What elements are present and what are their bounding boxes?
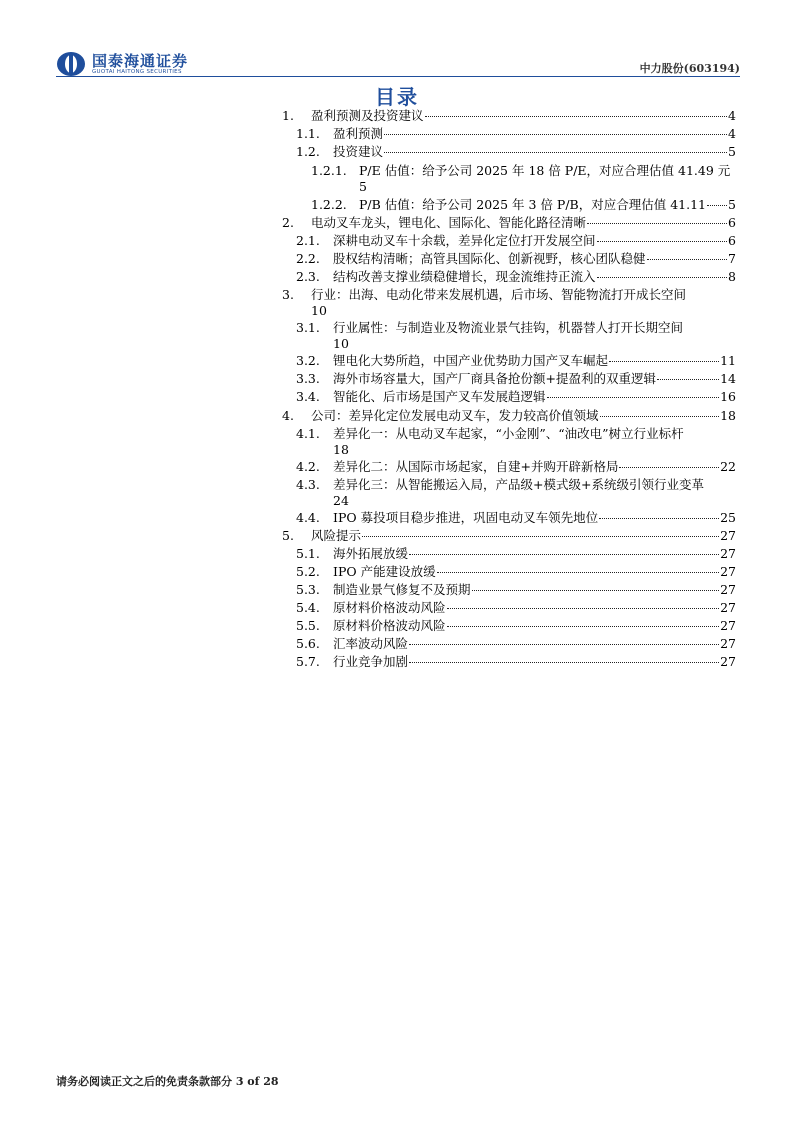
toc-entry-title: 风险提示: [311, 528, 362, 543]
logo-en-text: GUOTAI HAITONG SECURITIES: [92, 68, 182, 75]
toc-page-number: 27: [720, 582, 736, 597]
toc-leader-dots: [409, 644, 719, 645]
toc-entry-number: 5.: [282, 528, 294, 543]
toc-leader-dots: [409, 662, 719, 663]
toc-entry[interactable]: [296, 563, 736, 581]
toc-entry-title: 差异化三：从智能搬运入局，产品级+模式级+系统级引领行业变革: [333, 477, 704, 492]
toc-entry-title: 行业：出海、电动化带来发展机遇，后市场、智能物流打开成长空间: [311, 287, 687, 302]
toc-page-number: 16: [720, 389, 736, 404]
toc-entry[interactable]: [296, 458, 736, 476]
toc-entry[interactable]: [296, 143, 736, 161]
page-header: [56, 46, 740, 78]
toc-entry-title: 海外拓展放缓: [333, 546, 409, 561]
toc-entry[interactable]: [282, 286, 736, 304]
toc-page-number: 25: [720, 510, 736, 525]
toc-entry-number: 3.2.: [296, 353, 320, 368]
toc-entry-title: 盈利预测及投资建议: [311, 108, 424, 123]
logo-cn-text: 国泰海通证券: [92, 51, 189, 70]
toc-entry-number: 5.6.: [296, 636, 320, 651]
toc-entry-title: 原材料价格波动风险: [333, 618, 446, 633]
toc-entry-title: 锂电化大势所趋，中国产业优势助力国产叉车崛起: [333, 353, 609, 368]
toc-page-number: 11: [720, 353, 736, 368]
toc-entry[interactable]: [296, 545, 736, 563]
company-logo: [56, 51, 188, 77]
toc-entry-number: 4.: [282, 408, 294, 423]
toc-page-number: 14: [720, 371, 736, 386]
toc-entry[interactable]: [296, 653, 736, 671]
toc-entry-title: 汇率波动风险: [333, 636, 409, 651]
toc-entry-number: 4.4.: [296, 510, 320, 525]
toc-entry-number: 4.2.: [296, 459, 320, 474]
toc-entry-number: 1.1.: [296, 126, 320, 141]
toc-entry-title: 公司：差异化定位发展电动叉车，发力较高价值领域: [311, 408, 599, 423]
toc-entry-number: 5.4.: [296, 600, 320, 615]
toc-entry[interactable]: [296, 599, 736, 617]
toc-page-number: 27: [720, 654, 736, 669]
toc-entry-title: 差异化一：从电动叉车起家，“小金刚”、“油改电”树立行业标杆: [333, 426, 684, 441]
toc-leader-dots: [547, 397, 720, 398]
stock-code: 中力股份(603194): [639, 62, 740, 75]
toc-entry-title: 电动叉车龙头，锂电化、国际化、智能化路径清晰: [311, 215, 587, 230]
toc-leader-dots: [437, 572, 720, 573]
toc-entry-number: 2.: [282, 215, 294, 230]
toc-entry-number: 2.1.: [296, 233, 320, 248]
toc-entry-title: 投资建议: [333, 144, 384, 159]
toc-entry-number: 5.5.: [296, 618, 320, 633]
toc-entry-number: 5.3.: [296, 582, 320, 597]
toc-page-number: 27: [720, 618, 736, 633]
toc-entry-title: 智能化、后市场是国产叉车发展趋逻辑: [333, 389, 546, 404]
toc-entry[interactable]: [296, 125, 736, 143]
toc-entry-number: 4.1.: [296, 426, 320, 441]
toc-entry-title: 海外市场容量大，国产厂商具备抢份额+提盈利的双重逻辑: [333, 371, 656, 386]
toc-leader-dots: [647, 259, 728, 260]
header-divider: [56, 76, 740, 77]
toc-page-number: 27: [720, 564, 736, 579]
toc-page-number: 24: [333, 493, 349, 508]
toc-entry-title: 深耕电动叉车十余载，差异化定位打开发展空间: [333, 233, 596, 248]
toc-leader-dots: [597, 241, 728, 242]
toc-entry[interactable]: [296, 617, 736, 635]
toc-entry-title: 原材料价格波动风险: [333, 600, 446, 615]
toc-page-number: 5: [359, 179, 367, 194]
toc-page-number: 27: [720, 528, 736, 543]
toc-page-number: 6: [728, 233, 736, 248]
toc-title: 目录: [375, 85, 419, 109]
toc-entry-title: P/E 估值：给予公司 2025 年 18 倍 P/E，对应合理估值 41.49 元: [359, 163, 731, 178]
toc-leader-dots: [447, 626, 720, 627]
toc-entry-title: P/B 估值：给予公司 2025 年 3 倍 P/B，对应合理估值 41.11: [359, 197, 706, 212]
toc-leader-dots: [657, 379, 719, 380]
toc-entry-title: IPO 募投项目稳步推进，巩固电动叉车领先地位: [333, 510, 599, 525]
toc-entry-title: 行业竞争加剧: [333, 654, 409, 669]
toc-entry[interactable]: [282, 407, 736, 425]
toc-page-number: 10: [333, 336, 349, 351]
toc-leader-dots: [472, 590, 720, 591]
toc-entry[interactable]: [282, 214, 736, 232]
toc-entry-number: 3.3.: [296, 371, 320, 386]
toc-entry[interactable]: [282, 107, 736, 125]
toc-page-number: 6: [728, 215, 736, 230]
toc-leader-dots: [619, 467, 719, 468]
toc-leader-dots: [707, 205, 727, 206]
toc-entry[interactable]: [296, 635, 736, 653]
toc-page-number: 27: [720, 600, 736, 615]
toc-entry[interactable]: [311, 162, 736, 180]
toc-entry-number: 5.1.: [296, 546, 320, 561]
toc-entry[interactable]: [296, 388, 736, 406]
toc-entry[interactable]: [296, 370, 736, 388]
toc-page-number: 22: [720, 459, 736, 474]
toc-leader-dots: [425, 116, 728, 117]
toc-leader-dots: [409, 554, 719, 555]
toc-entry[interactable]: [296, 268, 736, 286]
toc-leader-dots: [599, 518, 719, 519]
toc-page-number: 8: [728, 269, 736, 284]
toc-leader-dots: [587, 223, 727, 224]
toc-page-number: 18: [333, 442, 349, 457]
toc-page-number: 27: [720, 546, 736, 561]
toc-entry-number: 4.3.: [296, 477, 320, 492]
toc-entry-title: 制造业景气修复不及预期: [333, 582, 471, 597]
toc-entry[interactable]: [311, 196, 736, 214]
toc-entry-title: 差异化二：从国际市场起家，自建+并购开辟新格局: [333, 459, 619, 474]
toc-page-number: 5: [728, 197, 736, 212]
toc-page-number: 4: [728, 108, 736, 123]
logo-mark-icon: [56, 51, 86, 77]
toc-entry-number: 1.2.2.: [311, 197, 347, 212]
toc-entry-number: 1.2.: [296, 144, 320, 159]
toc-leader-dots: [600, 416, 720, 417]
toc-entry-title: IPO 产能建设放缓: [333, 564, 436, 579]
toc-entry[interactable]: [296, 509, 736, 527]
toc-entry[interactable]: [296, 352, 736, 370]
toc-entry-title: 盈利预测: [333, 126, 384, 141]
toc-entry-number: 3.4.: [296, 389, 320, 404]
toc-entry[interactable]: [282, 527, 736, 545]
toc-leader-dots: [362, 536, 719, 537]
toc-entry[interactable]: [296, 232, 736, 250]
toc-entry-number: 5.7.: [296, 654, 320, 669]
toc-entry-number: 3.1.: [296, 320, 320, 335]
toc-page-number: 10: [311, 303, 327, 318]
toc-entry[interactable]: [296, 250, 736, 268]
toc-page-number: 7: [728, 251, 736, 266]
toc-entry-number: 3.: [282, 287, 294, 302]
toc-entry-title: 股权结构清晰；高管具国际化、创新视野，核心团队稳健: [333, 251, 646, 266]
toc-entry[interactable]: [296, 425, 736, 443]
toc-entry-number: 2.2.: [296, 251, 320, 266]
toc-entry-title: 行业属性：与制造业及物流业景气挂钩，机器替人打开长期空间: [333, 320, 684, 335]
toc-entry-number: 5.2.: [296, 564, 320, 579]
toc-entry[interactable]: [296, 581, 736, 599]
toc-entry-number: 1.: [282, 108, 294, 123]
toc-entry-title: 结构改善支撑业绩稳健增长，现金流维持正流入: [333, 269, 596, 284]
toc-entry-number: 1.2.1.: [311, 163, 347, 178]
page-footer: 请务必阅读正文之后的免责条款部分 3 of 28: [56, 1075, 279, 1088]
toc-page-number: 27: [720, 636, 736, 651]
toc-leader-dots: [597, 277, 728, 278]
toc-page-number: 4: [728, 126, 736, 141]
toc-entry[interactable]: [296, 476, 736, 494]
toc-leader-dots: [384, 152, 727, 153]
toc-page-number: 18: [720, 408, 736, 423]
toc-page-number: 5: [728, 144, 736, 159]
toc-leader-dots: [447, 608, 720, 609]
toc-leader-dots: [609, 361, 719, 362]
toc-entry-number: 2.3.: [296, 269, 320, 284]
toc-entry[interactable]: [296, 319, 736, 337]
toc-leader-dots: [384, 134, 727, 135]
